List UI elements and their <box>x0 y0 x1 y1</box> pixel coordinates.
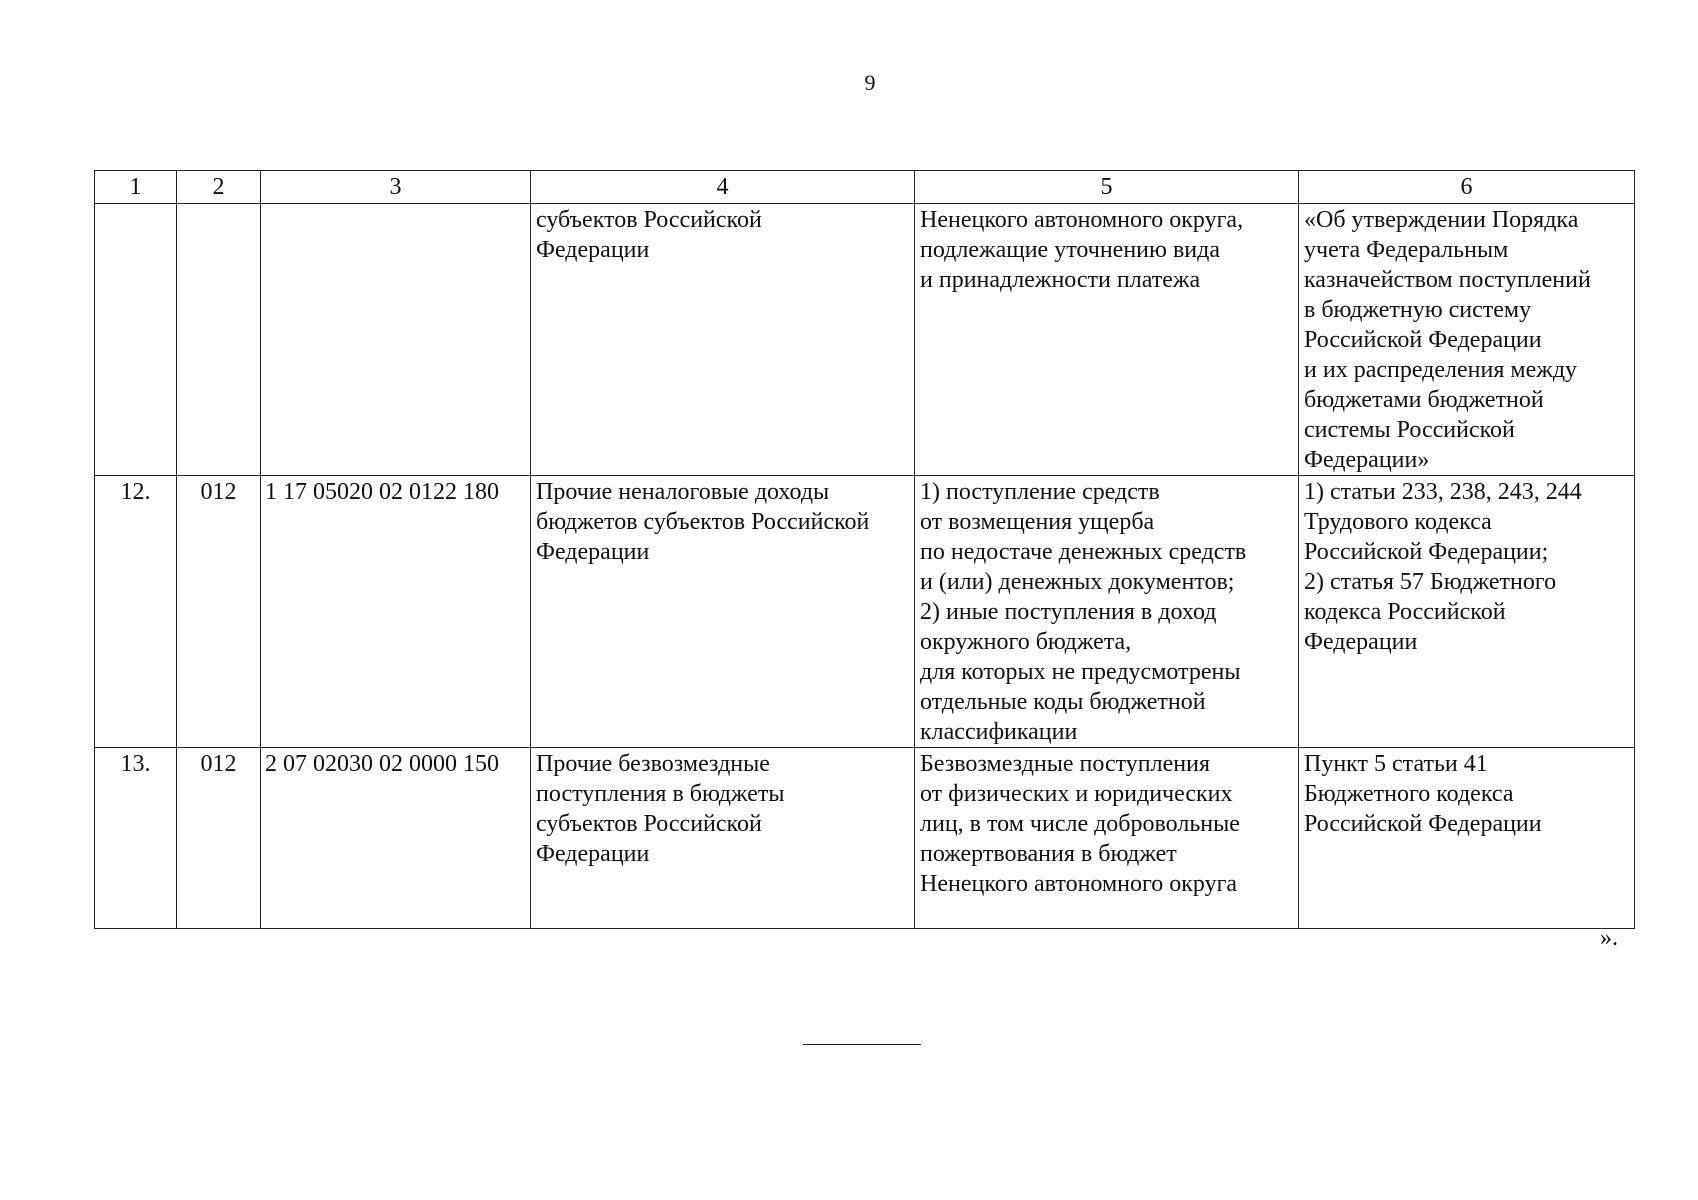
admin-code-cell: 012 <box>177 748 261 929</box>
description-cell: Ненецкого автономного округа, подлежащие уточнению вида и принадлежности платежа <box>915 204 1299 476</box>
table-row <box>95 204 1635 476</box>
end-of-document-rule <box>803 1044 921 1045</box>
column-header: 5 <box>915 171 1299 204</box>
kbk-code-cell: 2 07 02030 02 0000 150 <box>261 748 531 929</box>
row-number-cell <box>95 204 177 476</box>
column-header: 1 <box>95 171 177 204</box>
admin-code-cell: 012 <box>177 476 261 748</box>
income-name-cell: Прочие неналоговые доходы бюджетов субъектов Российской Федерации <box>531 476 915 748</box>
kbk-code-cell <box>261 204 531 476</box>
description-cell: Безвозмездные поступления от физических и юридических лиц, в том числе добровольные пожертвования в бюджет Ненецкого автономного округа <box>915 748 1299 929</box>
page-number: 9 <box>864 70 876 95</box>
budget-classification-table <box>94 170 1635 929</box>
closing-quote-mark: ». <box>1600 925 1618 951</box>
table-row <box>95 748 1635 929</box>
row-number-cell: 13. <box>95 748 177 929</box>
column-header: 3 <box>261 171 531 204</box>
legal-basis-cell: Пункт 5 статьи 41 Бюджетного кодекса Российской Федерации <box>1299 748 1635 929</box>
legal-basis-cell: «Об утверждении Порядка учета Федеральным казначейством поступлений в бюджетную систему Российской Федерации и их распределения между бюджетами бюджетной системы Российской Федерации» <box>1299 204 1635 476</box>
income-name-cell: субъектов Российской Федерации <box>531 204 915 476</box>
table-row <box>95 476 1635 748</box>
column-header: 6 <box>1299 171 1635 204</box>
description-cell: 1) поступление средств от возмещения ущерба по недостаче денежных средств и (или) денежных документов; 2) иные поступления в доход окружного бюджета, для которых не предусмотрены отдельные коды бюджетной классификации <box>915 476 1299 748</box>
admin-code-cell <box>177 204 261 476</box>
column-header: 2 <box>177 171 261 204</box>
row-number-cell: 12. <box>95 476 177 748</box>
income-name-cell: Прочие безвозмездные поступления в бюджеты субъектов Российской Федерации <box>531 748 915 929</box>
legal-basis-cell: 1) статьи 233, 238, 243, 244 Трудового кодекса Российской Федерации; 2) статья 57 Бюджетного кодекса Российской Федерации <box>1299 476 1635 748</box>
kbk-code-cell: 1 17 05020 02 0122 180 <box>261 476 531 748</box>
table-header-row <box>95 171 1635 204</box>
column-header: 4 <box>531 171 915 204</box>
